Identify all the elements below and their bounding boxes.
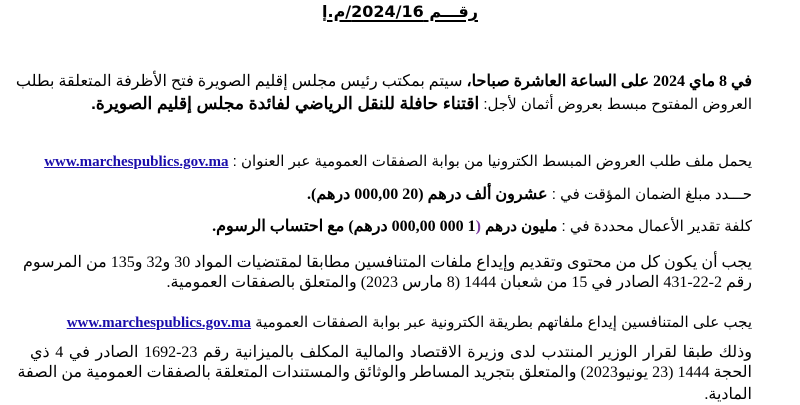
paragraph-decree-line-1 (30, 343, 752, 363)
paragraph-compliance-line-1 (23, 253, 752, 273)
estimate-paren: ( (475, 218, 481, 235)
paragraph-guarantee (30, 185, 752, 205)
opening-location-text: سيتم بمكتب رئيس مجلس إقليم الصويرة فتح الأظرفة المتعلقة بطلب (15, 73, 467, 90)
paragraph-download (30, 152, 752, 172)
reference-number-heading (0, 2, 800, 21)
decree-text-3: المادية. (704, 386, 752, 403)
download-text: يحمل ملف طلب العروض المبسط الكترونيا من بوابة الصفقات العمومية عبر العنوان : (228, 153, 752, 170)
reference-number: رقـــم 2024/16/م.إ (322, 2, 478, 21)
compliance-text-1: يجب أن يكون كل من محتوى وتقديم وإيداع ملفات المتنافسين مطابقا لمقتضيات المواد 30 و32 و135 من المرسوم (23, 254, 752, 271)
compliance-text-2: رقم 2-22-431 الصادر في 15 من شعبان 1444 (8 مارس 2023) والمتعلق بالصفقات العمومية. (166, 274, 752, 291)
tender-subject: اقتناء حافلة للنقل الرياضي لفائدة مجلس إقليم الصويرة. (91, 94, 480, 113)
paragraph-estimate (30, 217, 752, 237)
marchespublics-link-2[interactable]: www.marchespublics.gov.ma (66, 315, 252, 331)
decree-text-1: وذلك طبقا لقرار الوزير المنتدب لدى وزيرة الاقتصاد والمالية المكلف بالميزانية رقم 23-1692 الصادر في 4 ذي (30, 344, 752, 361)
estimate-label: كلفة تقدير الأعمال محددة في : (557, 218, 752, 235)
opening-date-time: في 8 ماي 2024 على الساعة العاشرة صباحا، (466, 73, 752, 90)
paragraph-decree-line-3 (30, 385, 752, 405)
estimate-amount-words: مليون درهم (480, 218, 558, 235)
paragraph-compliance-line-2 (30, 273, 752, 293)
decree-text-2: الحجة 1444 (23 يونيو2023) والمتعلق بتجريد المساطر والوثائق والمستندات المتعلقة بالصفقات العمومية من الصفة (17, 364, 752, 381)
paragraph-opening-line-2 (30, 94, 752, 115)
guarantee-amount: عشرون ألف درهم (20 000,00 درهم). (307, 186, 548, 203)
marchespublics-link[interactable]: www.marchespublics.gov.ma (44, 154, 229, 170)
submission-text: يجب على المتنافسين إيداع ملفاتهم بطريقة الكترونية عبر بوابة الصفقات العمومية (251, 314, 752, 331)
guarantee-label: حـــدد مبلغ الضمان المؤقت في : (547, 186, 752, 203)
paragraph-submission (30, 313, 752, 333)
paragraph-opening-line-1 (15, 72, 752, 92)
estimate-amount-figures: 1 000 000,00 درهم) مع احتساب الرسوم. (212, 218, 476, 235)
paragraph-decree-line-2 (17, 363, 752, 383)
tender-type-text: العروض المفتوح مبسط بعروض أثمان لأجل: (479, 96, 752, 113)
